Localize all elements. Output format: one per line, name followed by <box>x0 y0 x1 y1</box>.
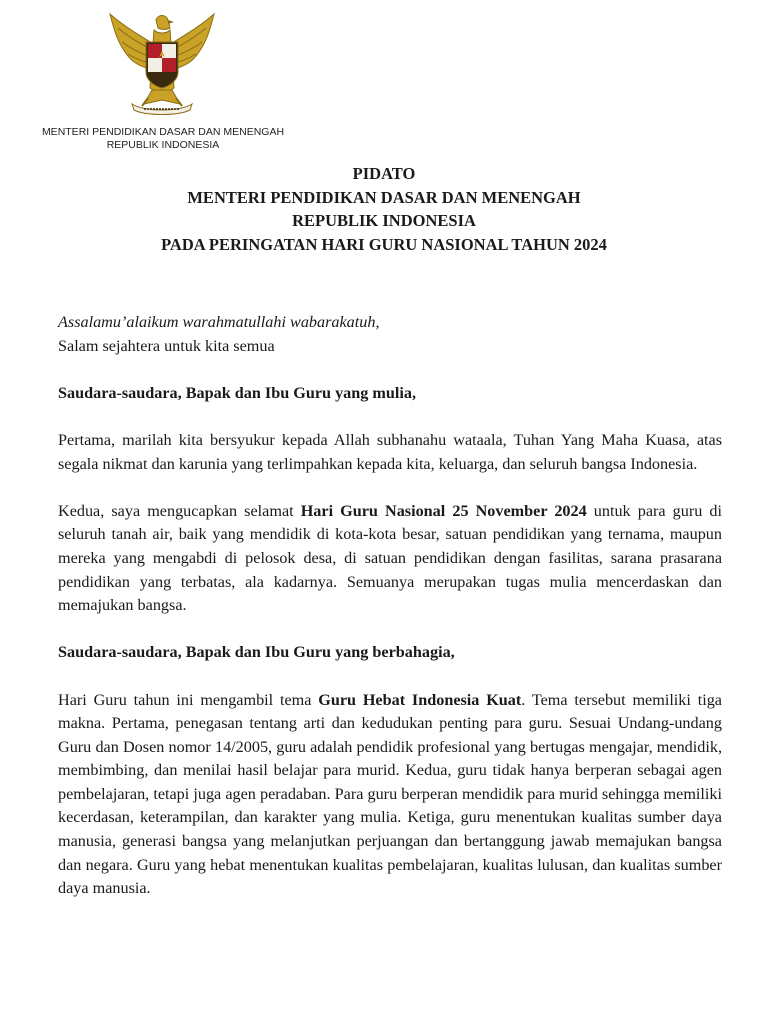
title-line-3: REPUBLIK INDONESIA <box>292 211 476 230</box>
greeting-islamic: Assalamu’alaikum warahmatullahi wabarakatuh, <box>58 313 380 331</box>
title-line-4: PADA PERINGATAN HARI GURU NASIONAL TAHUN 2024 <box>161 234 607 254</box>
title-line-1: PIDATO <box>352 164 416 183</box>
speech-body <box>58 311 722 901</box>
paragraph-3 <box>58 689 722 901</box>
paragraph-2-highlight: Hari Guru Nasional 25 November 2024 <box>300 501 587 520</box>
title-line-2: MENTERI PENDIDIKAN DASAR DAN MENENGAH <box>187 187 581 207</box>
salutation-heading-1: Saudara-saudara, Bapak dan Ibu Guru yang mulia, <box>58 383 417 402</box>
ministry-line-1: MENTERI PENDIDIKAN DASAR DAN MENENGAH <box>41 126 285 138</box>
paragraph-3-text-a: Hari Guru tahun ini mengambil tema <box>58 690 319 709</box>
paragraph-2-text-b: untuk para guru di seluruh tanah air, baik yang mendidik di kota-kota besar, satuan pendidikan yang ternama, maupun mereka yang mengabdi di pelosok desa, di satuan pendidikan dengan fasilitas, sarana prasarana pendidikan yang terbatas, ala kadarnya. Semuanya merupakan tugas mulia mencerdaskan dan memajukan bangsa. <box>58 501 723 615</box>
salutation-heading-2: Saudara-saudara, Bapak dan Ibu Guru yang berbahagia, <box>58 643 455 662</box>
ministry-label <box>18 126 308 152</box>
paragraph-2-text-a: Kedua, saya mengucapkan selamat <box>58 501 301 520</box>
paragraph-3-text-b: . Tema tersebut memiliki tiga makna. Pertama, penegasan tentang arti dan kedudukan penting para guru. Sesuai Undang-undang Guru dan Dosen nomor 14/2005, guru adalah pendidik profesional yang bertugas mengajar, mendidik, membimbing, dan menilai hasil belajar para murid. Kedua, guru tidak hanya berperan sebagai agen pembelajaran, tetapi juga agen peradaban. Para guru berperan mendidik para murid sehingga memiliki kecerdasan, keterampilan, dan karakter yang mulia. Ketiga, guru menentukan kualitas sumber daya manusia, generasi bangsa yang melanjutkan perjuangan dan bertanggung jawab memajukan bangsa dan negara. Guru yang hebat menentukan kualitas pembelajaran, kualitas lulusan, dan kualitas sumber daya manusia. <box>58 690 722 898</box>
paragraph-3-theme: Guru Hebat Indonesia Kuat <box>318 690 522 709</box>
paragraph-2 <box>58 500 722 618</box>
ministry-line-2: REPUBLIK INDONESIA <box>106 139 220 151</box>
greeting-general: Salam sejahtera untuk kita semua <box>58 336 275 355</box>
paragraph-1: Pertama, marilah kita bersyukur kepada Allah subhanahu wataala, Tuhan Yang Maha Kuasa, atas segala nikmat dan karunia yang terlimpahkan kepada kita, keluarga, dan seluruh bangsa Indonesia. <box>58 430 722 473</box>
garuda-emblem-icon <box>104 8 220 116</box>
document-title <box>0 162 768 256</box>
